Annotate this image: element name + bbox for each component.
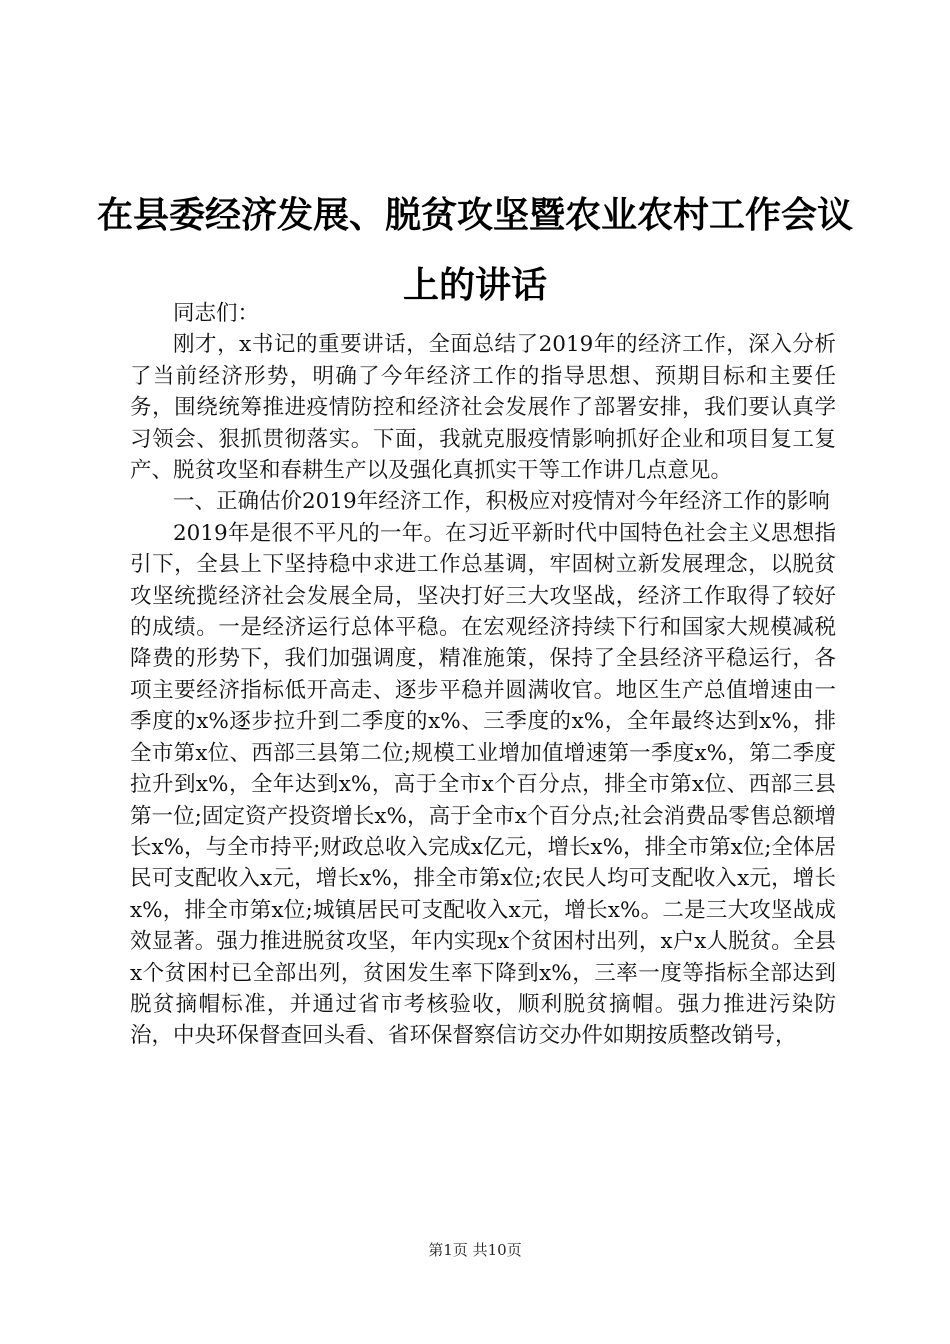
opening-paragraph: 刚才，x书记的重要讲话，全面总结了2019年的经济工作，深入分析了当前经济形势，明确了今年经济工作的指导思想、预期目标和主要任务，围绕统筹推进疫情防控和经济社会发展作了部署安排，我们要认真学习领会、狠抓贯彻落实。下面，我就克服疫情影响抓好企业和项目复工复产、脱贫攻坚和春耕生产以及强化真抓实干等工作讲几点意见。 [130,332,836,484]
section-heading-1: 一、正确估价2019年经济工作，积极应对疫情对今年经济工作的影响 [173,489,830,515]
document-body [130,298,836,1052]
body-paragraph: 2019年是很不平凡的一年。在习近平新时代中国特色社会主义思想指引下，全县上下坚持稳中求进工作总基调，牢固树立新发展理念，以脱贫攻坚统揽经济社会发展全局，坚决打好三大攻坚战，经济工作取得了较好的成绩。一是经济运行总体平稳。在宏观经济持续下行和国家大规模减税降费的形势下，我们加强调度，精准施策，保持了全县经济平稳运行，各项主要经济指标低开高走、逐步平稳并圆满收官。地区生产总值增速由一季度的x%逐步拉升到二季度的x%、三季度的x%，全年最终达到x%，排全市第x位、西部三县第二位;规模工业增加值增速第一季度x%，第二季度拉升到x%，全年达到x%，高于全市x个百分点，排全市第x位、西部三县第一位;固定资产投资增长x%，高于全市x个百分点;社会消费品零售总额增长x%，与全市持平;财政总收入完成x亿元，增长x%，排全市第x位;全体居民可支配收入x元，增长x%，排全市第x位;农民人均可支配收入x元，增长x%，排全市第x位;城镇居民可支配收入x元，增长x%。二是三大攻坚战成效显著。强力推进脱贫攻坚，年内实现x个贫困村出列，x户x人脱贫。全县x个贫困村已全部出列，贫困发生率下降到x%，三率一度等指标全部达到脱贫摘帽标准，并通过省市考核验收，顺利脱贫摘帽。强力推进污染防治，中央环保督查回头看、省环保督察信访交办件如期按质整改销号， [130,520,836,1049]
page-number: 第1页 共10页 [428,1241,522,1259]
document-title: 在县委经济发展、脱贫攻坚暨农业农村工作会议上的讲话 [96,194,853,306]
salutation-paragraph: 同志们： [173,301,260,326]
